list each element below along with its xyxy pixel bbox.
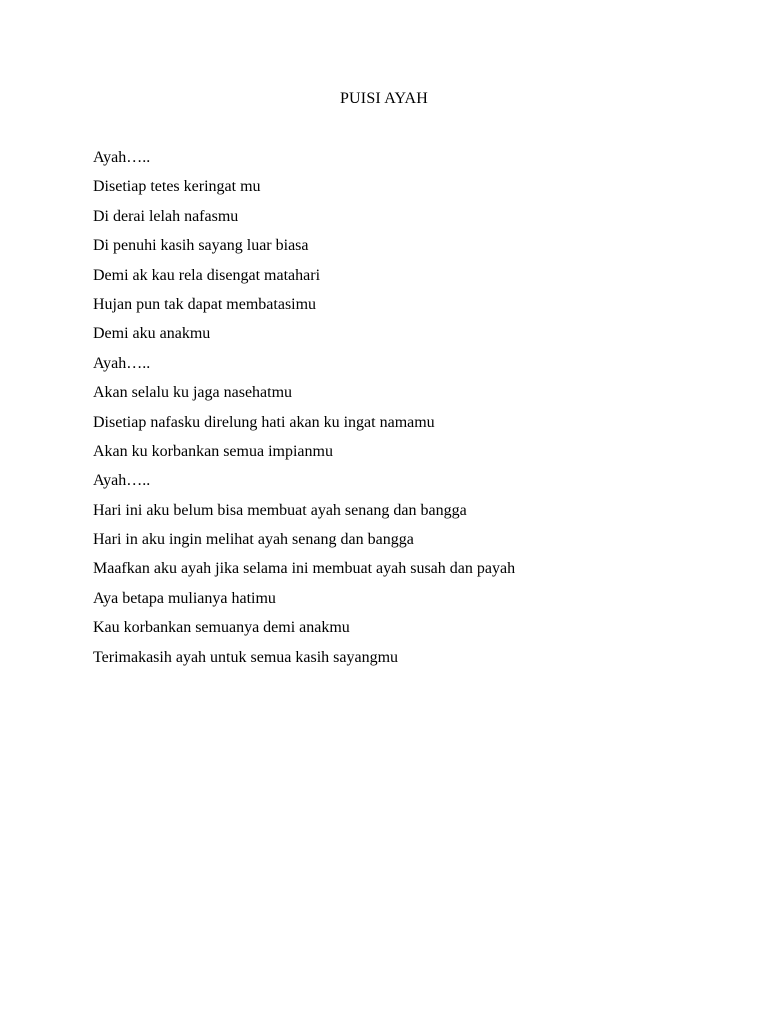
poem-line: Ayah….. [93, 472, 151, 490]
poem-line: Hari in aku ingin melihat ayah senang dan bangga [93, 531, 414, 549]
poem-body [93, 148, 515, 677]
poem-line: Terimakasih ayah untuk semua kasih sayangmu [93, 648, 399, 666]
poem-line: Akan ku korbankan semua impianmu [93, 442, 333, 460]
poem-line: Akan selalu ku jaga nasehatmu [93, 384, 293, 402]
poem-line: Aya betapa mulianya hatimu [93, 589, 276, 607]
poem-line: Ayah….. [93, 354, 151, 372]
poem-line: Di derai lelah nafasmu [93, 207, 239, 225]
poem-line: Demi aku anakmu [93, 325, 211, 343]
poem-title: PUISI AYAH [339, 90, 429, 107]
poem-line: Hujan pun tak dapat membatasimu [93, 295, 317, 313]
poem-line: Kau korbankan semuanya demi anakmu [93, 619, 350, 637]
poem-line: Disetiap nafasku direlung hati akan ku ingat namamu [93, 413, 435, 431]
poem-line: Maafkan aku ayah jika selama ini membuat ayah susah dan payah [93, 560, 516, 578]
poem-line: Disetiap tetes keringat mu [93, 178, 261, 196]
poem-line: Demi ak kau rela disengat matahari [93, 266, 321, 284]
poem-line: Ayah….. [93, 149, 151, 166]
poem-line: Hari ini aku belum bisa membuat ayah senang dan bangga [93, 501, 467, 519]
poem-line: Di penuhi kasih sayang luar biasa [93, 237, 309, 255]
